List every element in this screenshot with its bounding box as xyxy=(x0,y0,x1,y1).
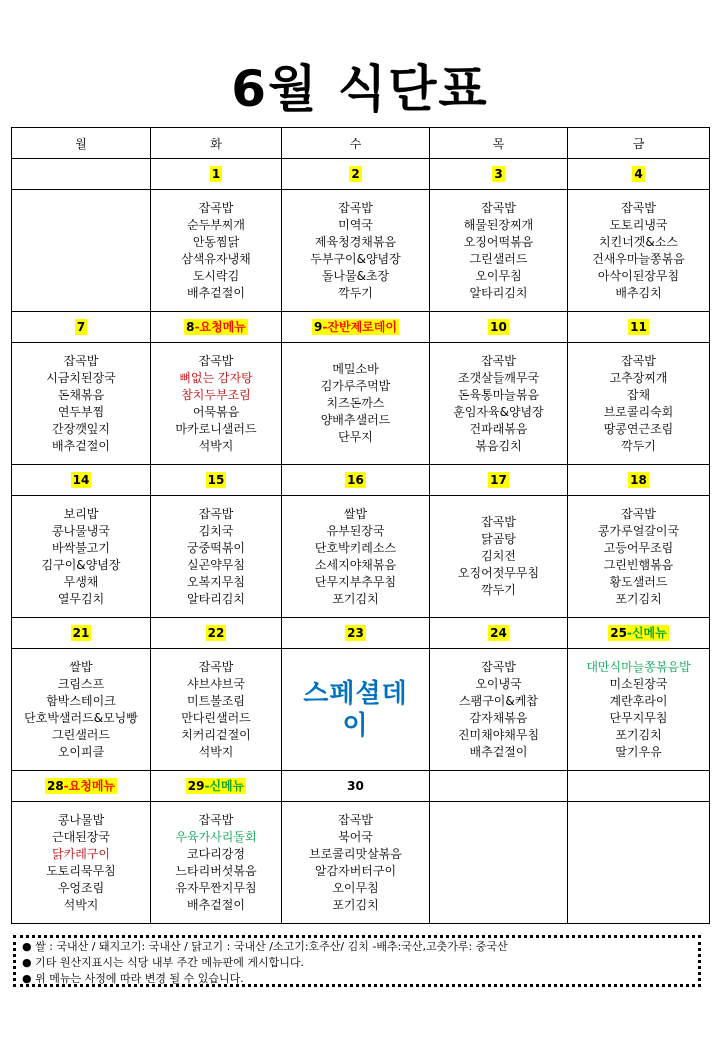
menu-item: 오징어젓무무침 xyxy=(457,566,540,580)
menu-item: 진미채야채무침 xyxy=(457,727,540,742)
menu-item: 돌나물&초장 xyxy=(321,268,390,283)
date-label: -요청메뉴 xyxy=(194,320,246,334)
menu-cell xyxy=(151,496,282,618)
menu-cell xyxy=(430,190,568,312)
date-badge: 28-요청메뉴 xyxy=(46,779,116,793)
menu-item: 석박지 xyxy=(198,744,234,759)
date-badge: 16 xyxy=(347,473,364,487)
menu-item: 돈육통마늘볶음 xyxy=(457,387,540,402)
date-badge: 15 xyxy=(207,473,225,487)
menu-cell xyxy=(430,343,568,465)
menu-item: 알감자버터구이 xyxy=(314,863,397,878)
menu-item: 닭곰탕 xyxy=(481,532,516,546)
menu-item: 잡곡밥 xyxy=(481,659,516,674)
weekday-header: 금 xyxy=(568,128,710,159)
menu-item: 쌀밥 xyxy=(69,659,93,674)
date-cell xyxy=(430,771,568,802)
menu-cell xyxy=(430,496,568,618)
menu-item: 소세지야채볶음 xyxy=(314,557,397,572)
menu-item: 배추겉절이 xyxy=(469,744,528,759)
menu-item: 미트볼조림 xyxy=(187,693,245,708)
menu-item: 오이냉국 xyxy=(475,676,522,691)
menu-item: 우육가사리돌회 xyxy=(175,829,257,844)
date-cell xyxy=(568,312,710,343)
menu-item: 우엉조림 xyxy=(57,880,105,895)
menu-item: 양배추샐러드 xyxy=(320,413,391,427)
menu-row xyxy=(12,496,710,618)
menu-item: 제육청경채볶음 xyxy=(314,234,397,249)
menu-cell xyxy=(568,343,710,465)
date-badge: 8-요청메뉴 xyxy=(186,320,246,334)
date-label: -잔반제로데이 xyxy=(322,320,397,334)
date-badge: 2 xyxy=(351,167,360,181)
menu-item: 돈채볶음 xyxy=(57,387,105,402)
date-cell xyxy=(282,312,430,343)
menu-item: 궁중떡볶이 xyxy=(187,540,245,555)
menu-row xyxy=(12,649,710,771)
menu-item: 참치두부조림 xyxy=(181,387,251,402)
menu-item: 느타리버섯볶음 xyxy=(175,863,257,878)
menu-cell xyxy=(151,190,282,312)
menu-item: 잡곡밥 xyxy=(198,812,234,827)
date-badge: 25-신메뉴 xyxy=(610,626,667,640)
menu-item: 잡곡밥 xyxy=(621,200,656,215)
menu-item: 해물된장찌개 xyxy=(463,217,534,232)
menu-cell xyxy=(282,190,430,312)
menu-item: 잡곡밥 xyxy=(621,506,656,521)
menu-item: 단무지무침 xyxy=(609,710,668,725)
date-row xyxy=(12,465,710,496)
date-cell xyxy=(151,465,282,496)
menu-item: 콩가루얼갈이국 xyxy=(597,523,680,538)
date-cell xyxy=(430,465,568,496)
date-row xyxy=(12,159,710,190)
menu-cell xyxy=(282,343,430,465)
menu-item: 단호박키레소스 xyxy=(314,540,397,555)
menu-item: 아삭이된장무침 xyxy=(597,268,680,283)
menu-cell xyxy=(12,802,151,924)
menu-item: 석박지 xyxy=(198,438,234,453)
menu-item: 배추겉절이 xyxy=(52,438,110,453)
menu-item: 단무지부추무침 xyxy=(314,574,397,589)
date-badge: 7 xyxy=(76,320,86,334)
menu-item: 포기김치 xyxy=(615,591,662,606)
note-origin-other: ● 기타 원산지표시는 식당 내부 주간 메뉴판에 게시합니다. xyxy=(22,956,304,969)
menu-item: 깍두기 xyxy=(481,583,516,597)
menu-item: 실곤약무침 xyxy=(187,557,245,572)
menu-item: 그린빈햄볶음 xyxy=(603,557,674,572)
menu-item: 연두부찜 xyxy=(57,404,105,419)
menu-item: 도토리묵무침 xyxy=(46,863,116,878)
menu-item: 깍두기 xyxy=(621,438,656,453)
menu-item: 깍두기 xyxy=(338,285,373,300)
menu-item: 오이무침 xyxy=(475,268,522,283)
menu-item: 보리밥 xyxy=(63,506,99,521)
menu-item: 크림스프 xyxy=(57,676,105,691)
menu-item: 볶음김치 xyxy=(475,438,522,453)
menu-item: 근대된장국 xyxy=(52,829,110,844)
menu-item: 잡곡밥 xyxy=(198,200,234,215)
menu-item: 안동찜닭 xyxy=(192,234,240,249)
date-badge: 14 xyxy=(72,473,90,487)
menu-item: 알타리김치 xyxy=(187,591,245,606)
date-badge: 10 xyxy=(490,320,507,334)
date-cell xyxy=(430,159,568,190)
menu-item: 잡곡밥 xyxy=(338,812,373,827)
menu-item: 샤브샤브국 xyxy=(187,676,245,691)
menu-item: 김구이&양념장 xyxy=(41,557,121,572)
menu-row xyxy=(12,190,710,312)
date-label: -신메뉴 xyxy=(204,779,245,793)
menu-item: 메밀소바 xyxy=(332,362,379,376)
menu-item: 감자채볶음 xyxy=(469,710,528,725)
menu-item: 훈임자육&양념장 xyxy=(453,404,544,419)
menu-item: 미역국 xyxy=(338,217,373,232)
special-day-text: 스페셜데이 xyxy=(303,678,408,741)
date-cell xyxy=(12,159,151,190)
menu-item: 황도샐러드 xyxy=(609,574,668,589)
date-badge: 9-잔반제로데이 xyxy=(314,320,397,334)
date-cell xyxy=(151,312,282,343)
menu-item: 도토리냉국 xyxy=(609,217,668,232)
menu-item: 잡곡밥 xyxy=(338,200,373,215)
menu-item: 만다린샐러드 xyxy=(181,710,251,725)
date-cell xyxy=(568,618,710,649)
note-origin: ● 쌀 : 국내산 / 돼지고기: 국내산 / 닭고기 : 국내산 /소고기:호주산/ 김치 -배추:국산,고춧가루: 중국산 xyxy=(22,940,508,953)
menu-cell xyxy=(151,802,282,924)
date-badge: 29-신메뉴 xyxy=(187,779,245,793)
menu-item: 포기김치 xyxy=(615,727,662,742)
date-row xyxy=(12,618,710,649)
date-cell xyxy=(12,771,151,802)
menu-cell xyxy=(12,190,151,312)
notes-box xyxy=(13,935,701,987)
menu-item: 잡곡밥 xyxy=(198,659,234,674)
weekday-header: 월 xyxy=(12,128,151,159)
menu-cell xyxy=(151,343,282,465)
menu-item: 바싹불고기 xyxy=(52,540,110,555)
menu-cell xyxy=(568,649,710,771)
menu-item: 땅콩연근조림 xyxy=(603,421,674,436)
weekday-header: 목 xyxy=(430,128,568,159)
date-badge: 23 xyxy=(347,626,364,640)
menu-cell xyxy=(12,343,151,465)
menu-item: 그린샐러드 xyxy=(469,251,528,266)
menu-cell xyxy=(12,496,151,618)
menu-item: 단호박샐러드&모닝빵 xyxy=(24,710,138,725)
menu-item: 오징어떡볶음 xyxy=(463,234,534,249)
menu-item: 콩나물밥 xyxy=(57,812,105,827)
menu-item: 유자무짠지무침 xyxy=(175,880,257,895)
menu-item: 고추장찌개 xyxy=(609,370,668,385)
menu-item: 잡곡밥 xyxy=(621,353,656,368)
menu-item: 오이무침 xyxy=(332,880,379,895)
menu-item: 김치국 xyxy=(198,523,234,538)
menu-item: 건파래볶음 xyxy=(469,421,528,436)
menu-item: 잡곡밥 xyxy=(198,506,234,521)
date-cell xyxy=(430,312,568,343)
menu-item: 배추겉절이 xyxy=(187,897,245,912)
menu-row xyxy=(12,343,710,465)
date-badge: 3 xyxy=(494,167,503,181)
date-badge: 18 xyxy=(630,473,647,487)
menu-cell xyxy=(151,649,282,771)
menu-item: 코다리강정 xyxy=(187,846,245,861)
menu-item: 브로콜리숙회 xyxy=(603,404,674,419)
menu-item: 포기김치 xyxy=(332,897,379,912)
menu-item: 어묵볶음 xyxy=(192,404,240,419)
page-title: 6월 식단표 xyxy=(231,60,489,118)
menu-item: 딸기우유 xyxy=(615,744,662,759)
menu-item: 치킨너겟&소스 xyxy=(599,234,678,249)
menu-item: 김가루주먹밥 xyxy=(320,379,391,393)
date-cell xyxy=(282,159,430,190)
menu-item: 북어국 xyxy=(338,829,373,844)
date-badge: 11 xyxy=(630,320,647,334)
menu-item: 잡곡밥 xyxy=(481,353,516,368)
menu-item: 스팸구이&케찹 xyxy=(459,693,538,708)
weekday-header: 화 xyxy=(151,128,282,159)
menu-row xyxy=(12,802,710,924)
date-cell xyxy=(151,771,282,802)
date-label: -요청메뉴 xyxy=(63,779,116,793)
menu-item: 그린샐러드 xyxy=(52,727,110,742)
date-row xyxy=(12,312,710,343)
menu-item: 도시락김 xyxy=(192,268,240,283)
date-badge: 17 xyxy=(490,473,507,487)
menu-cell xyxy=(282,496,430,618)
menu-item: 유부된장국 xyxy=(326,523,385,538)
date-cell xyxy=(12,618,151,649)
menu-item: 치커리겉절이 xyxy=(181,727,251,742)
menu-item: 배추김치 xyxy=(615,285,662,300)
date-badge: 24 xyxy=(490,626,507,640)
menu-item: 석박지 xyxy=(63,897,99,912)
date-badge: 1 xyxy=(211,167,221,181)
menu-item: 마카로니샐러드 xyxy=(175,421,257,436)
menu-item: 쌀밥 xyxy=(343,506,368,521)
date-cell xyxy=(282,618,430,649)
menu-item: 오복지무침 xyxy=(187,574,245,589)
menu-item: 잡곡밥 xyxy=(63,353,99,368)
menu-item: 닭카레구이 xyxy=(52,846,110,861)
date-row xyxy=(12,771,710,802)
date-cell xyxy=(568,771,710,802)
menu-item: 잡곡밥 xyxy=(481,200,516,215)
menu-item: 단무지 xyxy=(338,430,373,444)
menu-item: 오이피클 xyxy=(57,744,105,759)
date-badge: 4 xyxy=(634,167,643,181)
menu-cell xyxy=(430,649,568,771)
menu-item: 치즈돈까스 xyxy=(326,396,385,410)
menu-cell xyxy=(568,496,710,618)
menu-cell xyxy=(568,190,710,312)
menu-item: 시금치된장국 xyxy=(46,370,116,385)
menu-cell xyxy=(282,802,430,924)
date-badge: 21 xyxy=(72,626,90,640)
menu-item: 건새우마늘쫑볶음 xyxy=(592,251,685,266)
date-cell xyxy=(12,465,151,496)
weekday-header-row xyxy=(12,128,710,159)
menu-item: 계란후라이 xyxy=(609,693,668,708)
menu-item: 두부구이&양념장 xyxy=(310,251,401,266)
date-badge: 30 xyxy=(347,779,364,793)
date-cell xyxy=(568,465,710,496)
menu-cell xyxy=(430,802,568,924)
menu-item: 무생채 xyxy=(63,574,99,589)
menu-item: 콩나물냉국 xyxy=(52,523,110,538)
menu-item: 순두부찌개 xyxy=(187,217,245,232)
menu-item: 함박스테이크 xyxy=(46,693,116,708)
date-cell xyxy=(430,618,568,649)
menu-item: 브로콜리맛살볶음 xyxy=(309,846,402,861)
menu-item: 미소된장국 xyxy=(609,676,668,691)
menu-item: 잡곡밥 xyxy=(198,353,234,368)
menu-item: 포기김치 xyxy=(332,591,379,606)
menu-item: 간장깻잎지 xyxy=(52,421,110,436)
date-cell xyxy=(151,159,282,190)
date-cell xyxy=(568,159,710,190)
menu-cell xyxy=(568,802,710,924)
date-cell xyxy=(282,465,430,496)
menu-item: 김치전 xyxy=(481,549,516,563)
menu-table xyxy=(11,127,710,924)
menu-item: 조갯살들깨무국 xyxy=(457,370,540,385)
date-label: -신메뉴 xyxy=(626,626,667,640)
note-change: ● 위 메뉴는 사정에 따라 변경 될 수 있습니다. xyxy=(22,972,244,985)
menu-cell xyxy=(282,649,430,771)
menu-item: 열무김치 xyxy=(57,591,105,606)
menu-item: 잡곡밥 xyxy=(481,515,516,529)
menu-cell xyxy=(12,649,151,771)
date-cell xyxy=(151,618,282,649)
date-cell xyxy=(12,312,151,343)
menu-item: 대만식마늘쫑볶음밥 xyxy=(586,659,691,674)
menu-item: 고등어무조림 xyxy=(603,540,674,555)
menu-item: 삼색유자냉채 xyxy=(181,251,251,266)
weekday-header: 수 xyxy=(282,128,430,159)
menu-item: 잡채 xyxy=(626,387,651,402)
menu-item: 배추겉절이 xyxy=(187,285,245,300)
menu-item: 알타리김치 xyxy=(469,285,528,300)
date-badge: 22 xyxy=(207,626,225,640)
menu-item: 뼈없는 감자탕 xyxy=(179,370,253,385)
date-cell xyxy=(282,771,430,802)
